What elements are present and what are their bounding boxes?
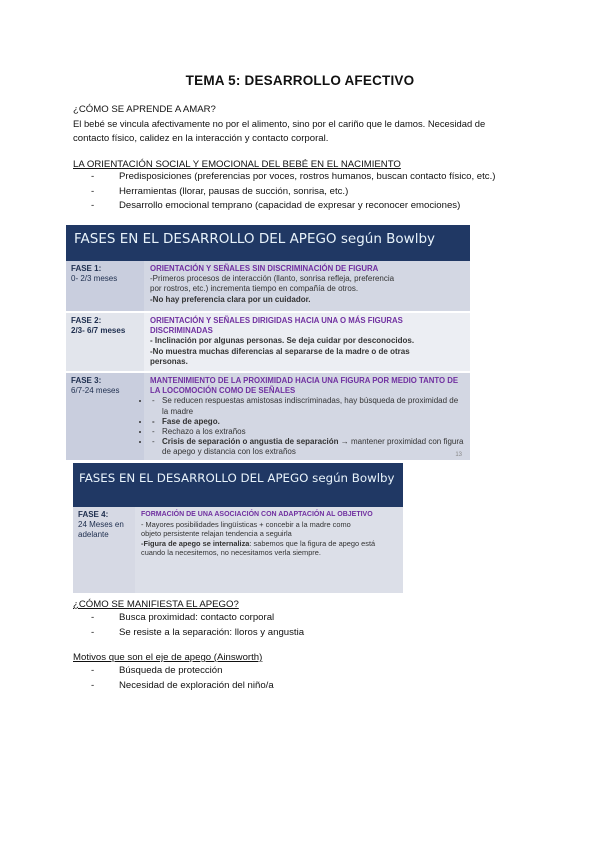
phase-heading: ORIENTACIÓN Y SEÑALES SIN DISCRIMINACIÓN DE FIGURA — [150, 264, 379, 273]
description-cell — [135, 507, 403, 593]
description-line: personas. — [150, 356, 188, 366]
list-item: - Desarrollo emocional temprano (capacidad de expresar y reconocer emociones) — [91, 199, 495, 214]
phase-label: FASE 3: — [71, 376, 102, 385]
description-line: -No hay preferencia clara por un cuidador. — [150, 294, 311, 304]
plain-text: : sabemos que la figura de apego está cuando la necesitemos, no necesitamos verla siempre. — [141, 538, 376, 558]
description-cell — [144, 313, 470, 371]
table-row — [73, 507, 403, 593]
slide-title — [66, 225, 470, 261]
section-heading-manifiesta: ¿CÓMO SE MANIFIESTA EL APEGO? — [73, 599, 239, 610]
bullet-list — [91, 664, 274, 693]
table-row — [66, 261, 470, 313]
phase-heading: FORMACIÓN DE UNA ASOCIACIÓN CON ADAPTACIÓN AL OBJETIVO — [141, 511, 373, 518]
list-item: - Busca proximidad: contacto corporal — [91, 611, 304, 626]
list-item: - Predisposiciones (preferencias por voces, rostros humanos, buscan contacto físico, etc.) — [91, 170, 495, 185]
slide-title — [73, 463, 403, 507]
phase-label: FASE 4: — [78, 510, 109, 519]
phase-label: FASE 2: — [71, 316, 102, 325]
list-item — [150, 437, 464, 457]
description-line — [150, 336, 464, 346]
slide-image-fases-1 — [66, 225, 470, 460]
list-item: - • Rechazo a los extraños — [150, 427, 464, 437]
bold-text: -Figura de apego se internaliza — [141, 538, 250, 548]
section-heading-orientacion: LA ORIENTACIÓN SOCIAL Y EMOCIONAL DEL BEBÉ EN EL NACIMIENTO — [73, 159, 401, 170]
description-line — [141, 539, 397, 558]
phase-age: 0- 2/3 meses — [71, 274, 118, 283]
description-line: por rostros, etc.) incrementa tiempo en compañía de otros. — [150, 284, 359, 294]
phase-cell — [66, 313, 144, 371]
phase-cell — [66, 261, 144, 311]
paragraph-line: El bebé se vincula afectivamente no por el alimento, sino por el cariño que le damos. Necesidad de — [73, 118, 486, 129]
phase-bullets — [150, 396, 464, 457]
list-item: - Necesidad de exploración del niño/a — [91, 679, 274, 694]
paragraph-line: contacto físico, calidez en la interacción y contacto corporal. — [73, 133, 329, 144]
list-item: - Herramientas (llorar, pausas de succión, sonrisa, etc.) — [91, 185, 495, 200]
phase-cell — [66, 373, 144, 460]
list-item: - Búsqueda de protección — [91, 664, 274, 679]
phase-heading: MANTENIMIENTO DE LA PROXIMIDAD HACIA UNA FIGURA POR MEDIO TANTO DE LA LOCOMOCIÓN COMO DE SEÑALES — [150, 376, 459, 396]
description-line: - Mayores posibilidades lingüísticas + concebir a la madre como — [141, 519, 351, 529]
list-item: - • Se reducen respuestas amistosas indiscriminadas, hay búsqueda de proximidad de la madre — [150, 396, 464, 416]
description-line: -Primeros procesos de interacción (llanto, sonrisa refleja, preferencia — [150, 274, 395, 284]
phase-age: 6/7-24 meses — [71, 386, 120, 395]
phase-cell — [73, 507, 135, 593]
bullet-list — [91, 170, 495, 214]
list-item: - • Fase de apego. — [150, 417, 464, 427]
section-heading-motivos: Motivos que son el eje de apego (Ainsworth) — [73, 652, 263, 663]
phase-heading: ORIENTACIÓN Y SEÑALES DIRIGIDAS HACIA UNA O MÁS FIGURAS DISCRIMINADAS — [150, 316, 403, 336]
plain-text: Se deja cuidar por desconocidos. — [284, 336, 415, 346]
phase-age: 2/3- 6/7 meses — [71, 326, 126, 335]
bullet-list — [91, 611, 304, 640]
slide-image-fases-2 — [73, 463, 403, 593]
description-cell — [144, 373, 470, 460]
description-cell — [144, 261, 470, 311]
description-line: -No muestra muchas diferencias al separarse de la madre o de otras — [150, 346, 410, 356]
section-heading-amar: ¿CÓMO SE APRENDE A AMAR? — [73, 104, 216, 115]
table-row — [66, 313, 470, 373]
slide-title-text: FASES EN EL DESARROLLO DEL APEGO según Bowlby — [79, 471, 395, 485]
plain-text: → mantener proximidad con figura de apego y distancia con los extraños — [162, 437, 464, 457]
slide-title-text: FASES EN EL DESARROLLO DEL APEGO según Bowlby — [74, 231, 436, 247]
description-line: objeto persistente relajan tendencia a seguirla — [141, 529, 292, 539]
phase-age: 24 Meses en adelante — [78, 520, 124, 539]
bold-text: - Inclinación por algunas personas. — [150, 336, 285, 346]
phase-label: FASE 1: — [71, 264, 102, 273]
document-title: TEMA 5: DESARROLLO AFECTIVO — [185, 73, 415, 88]
bold-text: Crisis de separación o angustia de separación — [162, 437, 339, 447]
list-item: - Se resiste a la separación: lloros y angustia — [91, 626, 304, 641]
slide-page-number: 13 — [455, 452, 462, 458]
table-row — [66, 373, 470, 462]
